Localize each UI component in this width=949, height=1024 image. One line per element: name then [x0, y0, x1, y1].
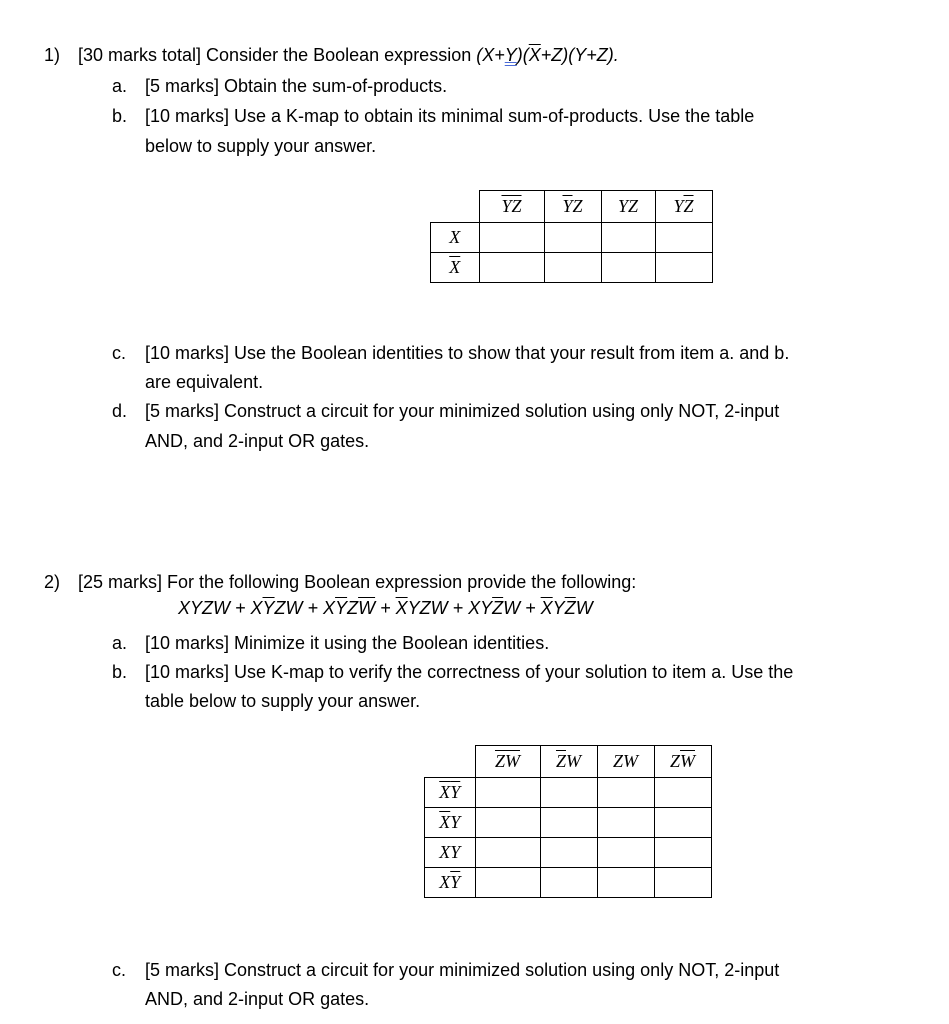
plus-sign: + — [520, 598, 541, 618]
kmap-corner — [431, 191, 480, 223]
expression-term: $\overline{X}Y\overline{Z}W$ — [540, 598, 593, 618]
kmap-cell[interactable] — [655, 253, 712, 283]
plus-sign: + — [375, 598, 396, 618]
q1-expr-y: Y — [504, 45, 517, 65]
kmap-col-header: $\overline{Z}W$ — [540, 746, 597, 778]
kmap-cell[interactable] — [475, 778, 540, 808]
q1-expr-part2: )( — [516, 45, 529, 65]
kmap-cell[interactable] — [597, 838, 654, 868]
kmap-row-header: X — [431, 223, 480, 253]
q1-kmap-table — [430, 190, 713, 283]
kmap-cell[interactable] — [475, 838, 540, 868]
q1-a-label: a. — [112, 76, 128, 96]
kmap-cell[interactable] — [601, 253, 655, 283]
q1-a-text: [5 marks] Obtain the sum-of-products. — [145, 76, 448, 96]
kmap-col-header: ZW — [597, 746, 654, 778]
q2-b-label: b. — [112, 662, 128, 682]
q1-intro-line — [78, 44, 619, 66]
kmap-row-header: $X\overline{Y}$ — [425, 868, 476, 898]
kmap-cell[interactable] — [540, 868, 597, 898]
kmap-cell[interactable] — [479, 223, 544, 253]
kmap-cell[interactable] — [544, 223, 601, 253]
q2-b-text-1: [10 marks] Use K-map to verify the correctness of your solution to item a. Use the — [145, 662, 794, 682]
q1-d-label: d. — [112, 401, 128, 421]
kmap-row-header: $\overline{X}Y$ — [425, 808, 476, 838]
expression-term: $XY\overline{Z}W$ — [468, 598, 521, 618]
kmap-col-header: $Y\overline{Z}$ — [655, 191, 712, 223]
kmap-cell[interactable] — [475, 868, 540, 898]
q2-a-label: a. — [112, 633, 128, 653]
expression-term: $X\overline{Y}Z\overline{W}$ — [323, 598, 376, 618]
kmap-cell[interactable] — [597, 868, 654, 898]
kmap-cell[interactable] — [654, 868, 711, 898]
kmap-row-header: XY — [425, 838, 476, 868]
q1-c-text-1: [10 marks] Use the Boolean identities to show that your result from item a. and b. — [145, 343, 790, 363]
kmap-col-header: $\overline{Z}\overline{W}$ — [475, 746, 540, 778]
kmap-cell[interactable] — [655, 223, 712, 253]
kmap-corner — [425, 746, 476, 778]
kmap-row-header: $\overline{X}\overline{Y}$ — [425, 778, 476, 808]
q1-number: 1) — [44, 45, 61, 65]
q1-expr-xbar: $\overline{X}$ — [528, 45, 541, 65]
kmap-cell[interactable] — [601, 223, 655, 253]
kmap-col-header: $Z\overline{W}$ — [654, 746, 711, 778]
q2-intro: [25 marks] For the following Boolean expression provide the following: — [78, 572, 637, 592]
q1-expr-part3: +Z)(Y+Z). — [540, 45, 619, 65]
q1-c-text-2: are equivalent. — [145, 372, 264, 392]
plus-sign: + — [230, 598, 251, 618]
q1-b-text-2: below to supply your answer. — [145, 136, 377, 156]
kmap-cell[interactable] — [540, 838, 597, 868]
expression-term: $\overline{X}YZW$ — [395, 598, 448, 618]
kmap-col-header: $\overline{Y}\overline{Z}$ — [479, 191, 544, 223]
kmap-cell[interactable] — [540, 778, 597, 808]
q2-b-text-2: table below to supply your answer. — [145, 691, 421, 711]
q2-c-text-1: [5 marks] Construct a circuit for your minimized solution using only NOT, 2-input — [145, 960, 780, 980]
plus-sign: + — [302, 598, 324, 618]
kmap-cell[interactable] — [597, 808, 654, 838]
q2-c-label: c. — [112, 960, 127, 980]
kmap-cell[interactable] — [479, 253, 544, 283]
kmap-cell[interactable] — [544, 253, 601, 283]
kmap-col-header: YZ — [601, 191, 655, 223]
kmap-cell[interactable] — [654, 778, 711, 808]
q1-expr-part1: (X+ — [476, 45, 505, 65]
q1-expression — [476, 45, 619, 65]
q2-expression — [178, 598, 593, 619]
q1-b-text-1: [10 marks] Use a K-map to obtain its minimal sum-of-products. Use the table — [145, 106, 755, 126]
expression-term: XYZW — [178, 598, 230, 618]
kmap-cell[interactable] — [654, 838, 711, 868]
expression-term: $X\overline{Y}ZW$ — [250, 598, 303, 618]
q1-d-text-1: [5 marks] Construct a circuit for your minimized solution using only NOT, 2-input — [145, 401, 780, 421]
q1-b-label: b. — [112, 106, 128, 126]
q2-number: 2) — [44, 572, 61, 592]
kmap-cell[interactable] — [475, 808, 540, 838]
plus-sign: + — [447, 598, 469, 618]
kmap-cell[interactable] — [540, 808, 597, 838]
kmap-row-header: $\overline{X}$ — [431, 253, 480, 283]
kmap-cell[interactable] — [597, 778, 654, 808]
kmap-col-header: $\overline{Y}Z$ — [544, 191, 601, 223]
q2-a-text: [10 marks] Minimize it using the Boolean identities. — [145, 633, 550, 653]
q1-c-label: c. — [112, 343, 127, 363]
q1-d-text-2: AND, and 2-input OR gates. — [145, 431, 370, 451]
q2-c-text-2: AND, and 2-input OR gates. — [145, 989, 370, 1009]
q2-kmap-table — [424, 745, 712, 898]
kmap-cell[interactable] — [654, 808, 711, 838]
q1-intro: [30 marks total] Consider the Boolean expression — [78, 45, 477, 65]
